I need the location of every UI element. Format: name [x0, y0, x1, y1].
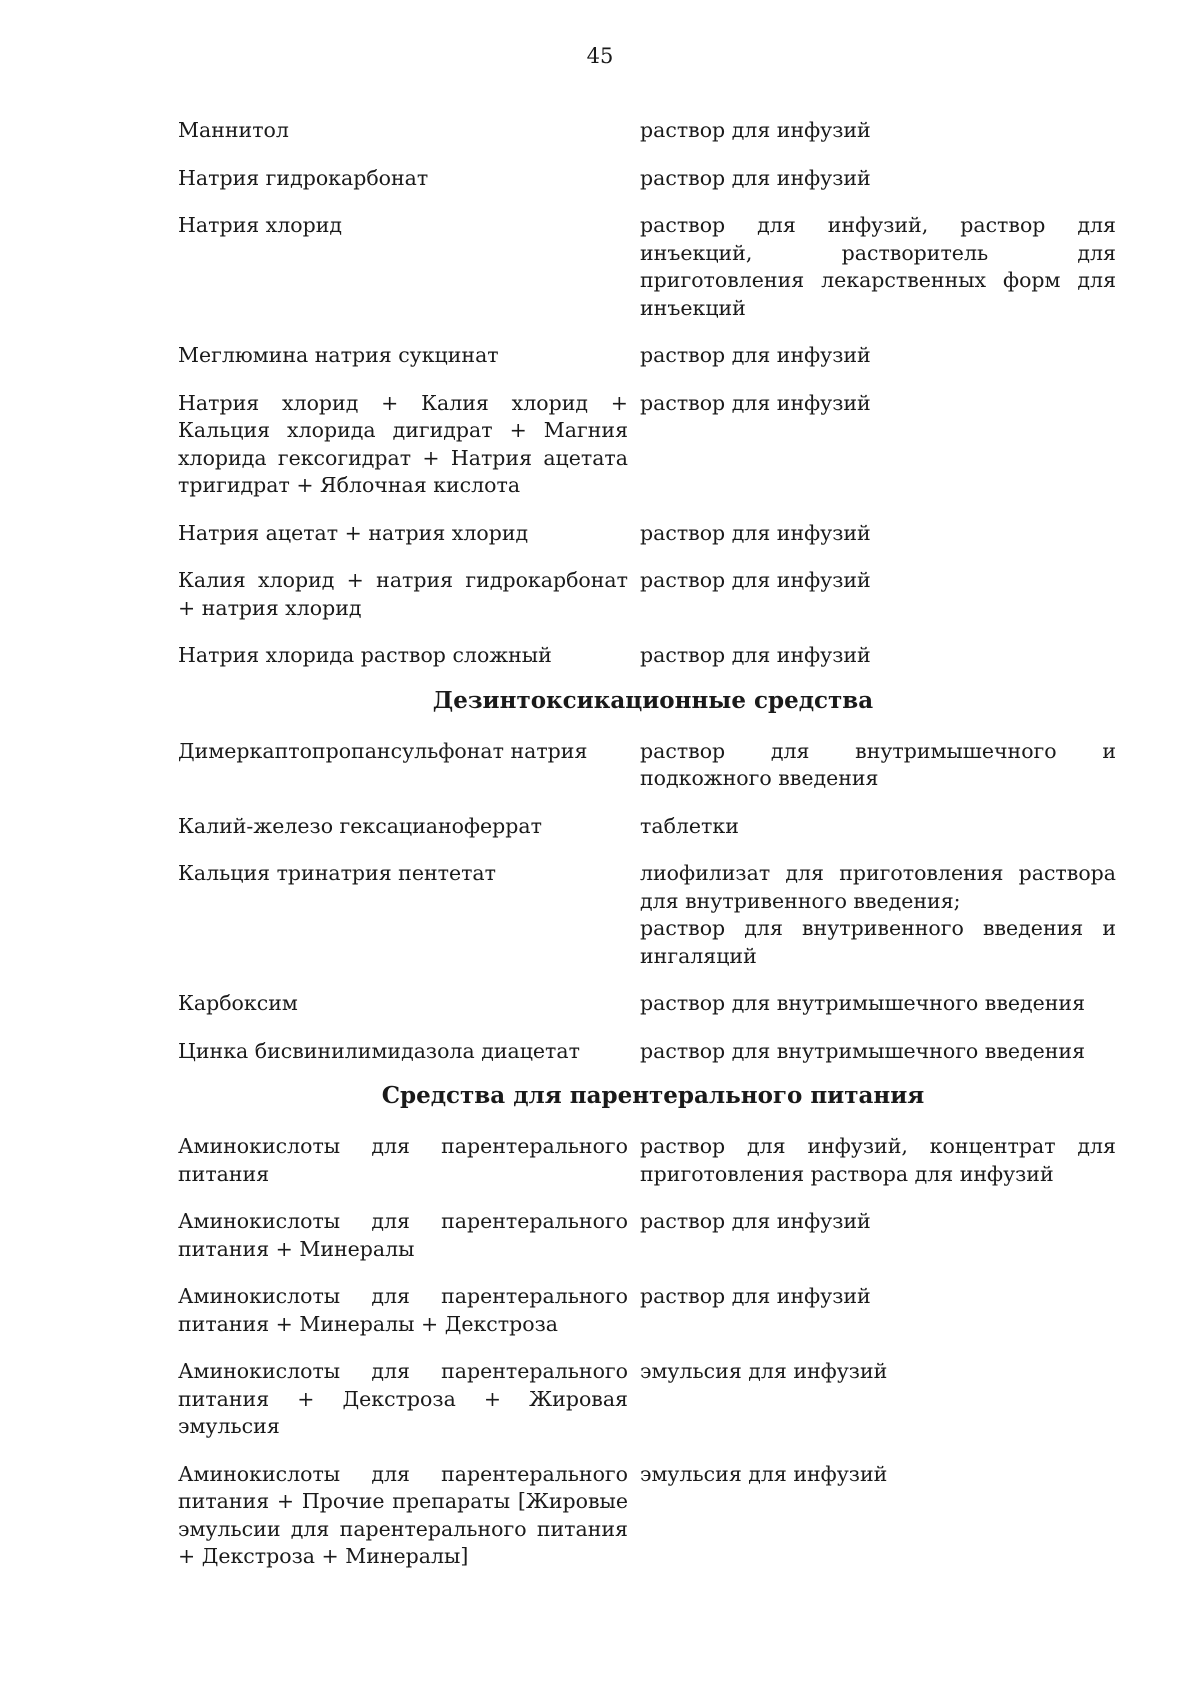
- section: [178, 117, 1128, 670]
- table-row: [178, 567, 1128, 622]
- drug-name: Цинка бисвинилимидазола диацетат: [178, 1038, 580, 1063]
- dosage-form: [640, 212, 1116, 322]
- dosage-form-line: раствор для внутривенного введения и ингаляций: [640, 916, 1116, 968]
- drug-name: Натрия хлорид + Калия хлорид + Кальция хлорида дигидрат + Магния хлорида гексогидрат + Натрия ацетата тригидрат + Яблочная кислота: [178, 390, 628, 497]
- dosage-form: [640, 390, 1116, 500]
- drug-name: Калия хлорид + натрия гидрокарбонат + натрия хлорид: [178, 568, 628, 620]
- dosage-form: [640, 813, 1116, 841]
- drug-name: Калий-железо гексацианоферрат: [178, 813, 542, 838]
- dosage-form: [640, 860, 1116, 970]
- dosage-form-line: раствор для инфузий, раствор для инъекций, растворитель для приготовления лекарственных форм для инъекций: [640, 213, 1116, 320]
- drug-name: Аминокислоты для парентерального питания + Минералы: [178, 1209, 628, 1261]
- section-heading: Дезинтоксикационные средства: [432, 686, 874, 714]
- table-row: [178, 1283, 1128, 1338]
- drug-name: Аминокислоты для парентерального питания: [178, 1134, 628, 1186]
- dosage-form: [640, 1283, 1116, 1338]
- drug-name: Кальция тринатрия пентетат: [178, 861, 496, 885]
- table-row: [178, 1133, 1128, 1188]
- dosage-form-line: раствор для внутримышечного введения: [640, 1038, 1086, 1063]
- dosage-form: [640, 990, 1116, 1018]
- table-row: [178, 738, 1128, 793]
- dosage-form: [640, 1038, 1116, 1066]
- dosage-form-line: эмульсия для инфузий: [640, 1359, 888, 1383]
- table-row: [178, 860, 1128, 970]
- drug-name: Натрия хлорида раствор сложный: [178, 643, 552, 667]
- table-row: [178, 520, 1128, 548]
- drug-name: Аминокислоты для парентерального питания + Минералы + Декстроза: [178, 1284, 628, 1336]
- table-row: [178, 642, 1128, 670]
- dosage-form-line: раствор для инфузий: [640, 1209, 871, 1233]
- drug-name: Карбоксим: [178, 991, 298, 1015]
- table-row: [178, 1461, 1128, 1571]
- dosage-form-line: раствор для инфузий: [640, 568, 871, 592]
- drug-name: Димеркаптопропансульфонат натрия: [178, 738, 588, 763]
- dosage-form: [640, 520, 1116, 548]
- dosage-form: [640, 117, 1116, 145]
- dosage-form: [640, 342, 1116, 370]
- dosage-form-line: лиофилизат для приготовления раствора для внутривенного введения;: [640, 861, 1116, 913]
- table-row: [178, 390, 1128, 500]
- dosage-form-line: раствор для внутримышечного введения: [640, 991, 1086, 1015]
- drug-name: Маннитол: [178, 118, 289, 142]
- dosage-form: [640, 1133, 1116, 1188]
- table-row: [178, 212, 1128, 322]
- dosage-form-line: раствор для инфузий: [640, 165, 871, 190]
- section-heading: Средства для парентерального питания: [381, 1082, 925, 1109]
- drug-name: Меглюмина натрия сукцинат: [178, 343, 499, 367]
- dosage-form: [640, 1208, 1116, 1263]
- drug-name: Аминокислоты для парентерального питания + Декстроза + Жировая эмульсия: [178, 1359, 628, 1438]
- dosage-form-line: эмульсия для инфузий: [640, 1461, 888, 1486]
- dosage-form: [640, 165, 1116, 193]
- dosage-form-line: раствор для инфузий: [640, 118, 871, 142]
- table-row: [178, 1358, 1128, 1441]
- dosage-form-line: раствор для инфузий: [640, 520, 871, 545]
- table-row: [178, 1038, 1128, 1066]
- dosage-form-line: раствор для инфузий: [640, 390, 871, 415]
- dosage-form: [640, 1358, 1116, 1441]
- dosage-form: [640, 567, 1116, 622]
- table-row: [178, 813, 1128, 841]
- dosage-form: [640, 1461, 1116, 1571]
- drug-list: [178, 117, 1128, 1591]
- dosage-form-line: раствор для инфузий, концентрат для приготовления раствора для инфузий: [640, 1134, 1116, 1186]
- drug-name: Натрия гидрокарбонат: [178, 165, 429, 190]
- dosage-form-line: раствор для инфузий: [640, 343, 871, 367]
- table-row: [178, 342, 1128, 370]
- table-row: [178, 165, 1128, 193]
- section: [178, 686, 1128, 1066]
- table-row: [178, 117, 1128, 145]
- table-row: [178, 1208, 1128, 1263]
- dosage-form-line: раствор для инфузий: [640, 1284, 871, 1308]
- dosage-form-line: таблетки: [640, 813, 739, 838]
- drug-name: Натрия хлорид: [178, 213, 343, 237]
- dosage-form: [640, 642, 1116, 670]
- dosage-form-line: раствор для внутримышечного и подкожного введения: [640, 738, 1116, 790]
- dosage-form-line: раствор для инфузий: [640, 643, 871, 667]
- drug-name: Аминокислоты для парентерального питания + Прочие препараты [Жировые эмульсии для парентерального питания + Декстроза + Минералы]: [178, 1461, 628, 1568]
- page-number: 45: [586, 44, 614, 68]
- section: [178, 1081, 1128, 1571]
- table-row: [178, 990, 1128, 1018]
- dosage-form: [640, 738, 1116, 793]
- drug-name: Натрия ацетат + натрия хлорид: [178, 520, 529, 545]
